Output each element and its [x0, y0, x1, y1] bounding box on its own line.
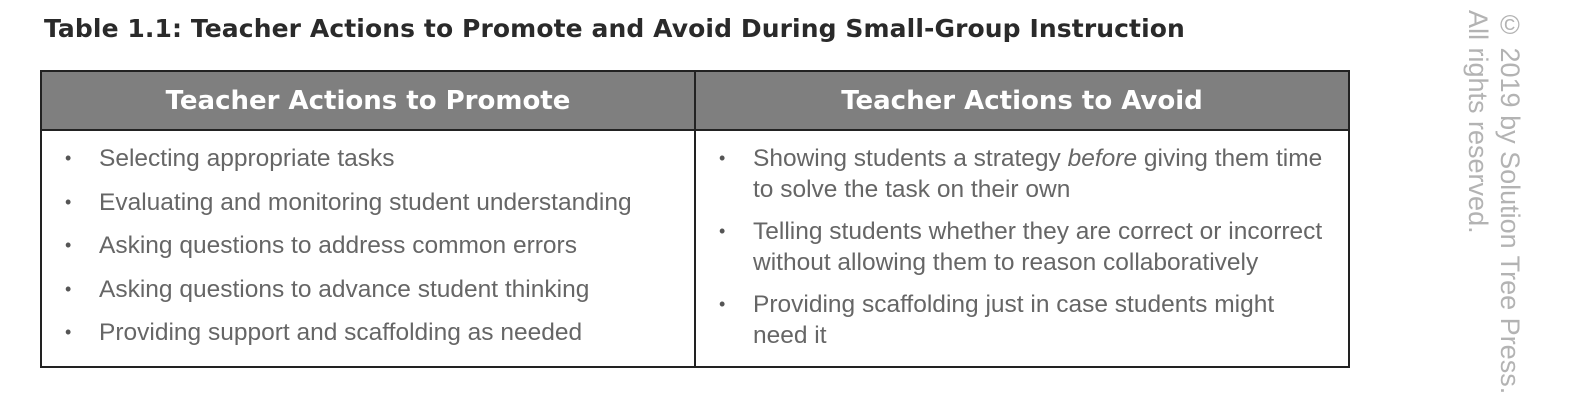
promote-cell	[42, 131, 696, 366]
copyright-line-2: All rights reserved.	[1463, 10, 1493, 234]
list-item-text: Selecting appropriate tasks	[99, 145, 395, 172]
header-avoid: Teacher Actions to Avoid	[841, 85, 1203, 116]
table-body-row	[42, 131, 1348, 366]
table-header-row	[42, 72, 1348, 131]
list-item-text: Providing support and scaffolding as needed	[99, 319, 583, 346]
bullet-icon: •	[65, 235, 72, 255]
copyright-line-1: © 2019 by Solution Tree Press.	[1495, 10, 1525, 395]
avoid-cell	[696, 131, 1348, 366]
bullet-icon: •	[65, 278, 72, 299]
promote-list	[62, 143, 680, 348]
bullet-icon: •	[719, 221, 726, 241]
emphasis-text: before	[1067, 145, 1138, 172]
list-item	[716, 143, 1334, 205]
list-item	[62, 274, 680, 305]
copyright-notice	[1462, 10, 1526, 394]
list-item-text: Showing students a strategy	[753, 145, 1068, 172]
header-promote: Teacher Actions to Promote	[42, 72, 696, 129]
bullet-icon: •	[719, 294, 726, 314]
bullet-icon: •	[65, 191, 72, 212]
avoid-list	[716, 143, 1334, 351]
list-item	[62, 143, 680, 174]
list-item	[62, 317, 680, 348]
list-item-text: Asking questions to advance student thinking	[99, 275, 590, 303]
table-title: Table 1.1: Teacher Actions to Promote and Avoid During Small-Group Instruction	[44, 14, 1185, 43]
list-item-text: Telling students whether they are correct or incorrect without allowing them to reason collaboratively	[753, 218, 1323, 276]
list-item-text: Evaluating and monitoring student understanding	[99, 188, 632, 216]
list-item-text: Asking questions to address common errors	[99, 232, 577, 259]
bullet-icon: •	[65, 148, 72, 168]
list-item	[62, 230, 680, 261]
list-item	[62, 187, 680, 218]
list-item	[716, 216, 1334, 278]
actions-table	[40, 70, 1350, 368]
bullet-icon: •	[719, 148, 726, 168]
bullet-icon: •	[65, 322, 72, 342]
list-item-text-continued: giving them time to solve the task on their own	[753, 145, 1323, 203]
list-item-text: Providing scaffolding just in case students might need it	[753, 291, 1275, 349]
list-item	[716, 289, 1334, 351]
